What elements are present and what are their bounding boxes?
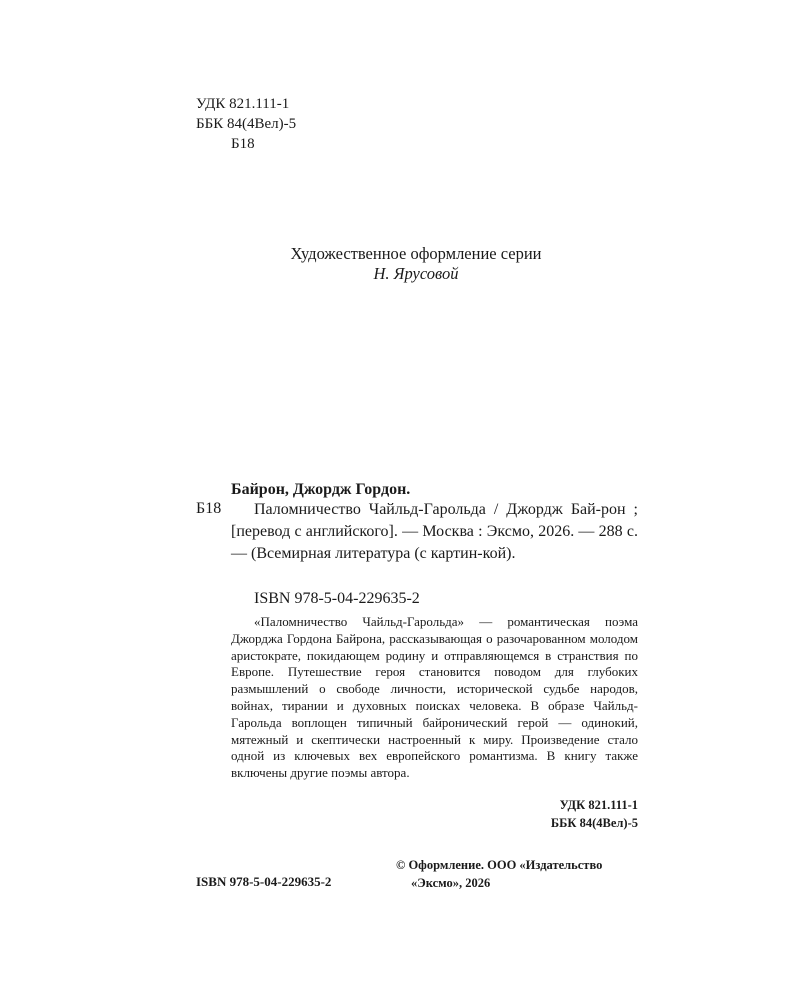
bibliographic-description: Паломничество Чайльд-Гарольда / Джордж Бай-рон ; [перевод с английского]. — Москва : Эксмо, 2026. — 288 с. — (Всемирная литература (с картин-кой). (231, 501, 638, 562)
footer-udk: УДК 821.111-1 (559, 798, 638, 812)
copyright-notice (396, 856, 638, 892)
bbk-code: ББК 84(4Вел)-5 (196, 116, 297, 132)
copyright-line-1: © Оформление. ООО «Издательство (396, 858, 603, 872)
classification-block (196, 94, 296, 154)
footer-bbk: ББК 84(4Вел)-5 (550, 816, 638, 830)
author-mark: Б18 (231, 136, 255, 152)
design-credit-line: Художественное оформление серии (290, 244, 542, 263)
footer-isbn: ISBN 978-5-04-229635-2 (196, 874, 332, 889)
designer-name: Н. Ярусовой (373, 264, 459, 283)
author-cipher: Б18 (196, 500, 222, 517)
isbn: ISBN 978-5-04-229635-2 (254, 590, 420, 607)
udk-code: УДК 821.111-1 (196, 96, 290, 112)
author-heading: Байрон, Джордж Гордон. (231, 481, 411, 498)
footer-classification (500, 796, 638, 832)
copyright-line-2: «Эксмо», 2026 (411, 876, 491, 890)
annotation: «Паломничество Чайльд-Гарольда» — романтическая поэма Джорджа Гордона Байрона, рассказывающая о разочарованном молодом аристократе, покидающем родину и отправляющемся в странствия по Европе. Путешествие героя становится поводом для глубоких размышлений о свободе личности, исторической судьбе народов, войнах, тирании и духовных поисках человека. В образе Чайльд-Гарольда воплощен типичный байронический герой — одинокий, мятежный и скептически настроенный к миру. Произведение стало одной из ключевых вех европейского романтизма. В книгу также включены другие поэмы автора. (231, 614, 638, 781)
design-credit (0, 244, 800, 284)
